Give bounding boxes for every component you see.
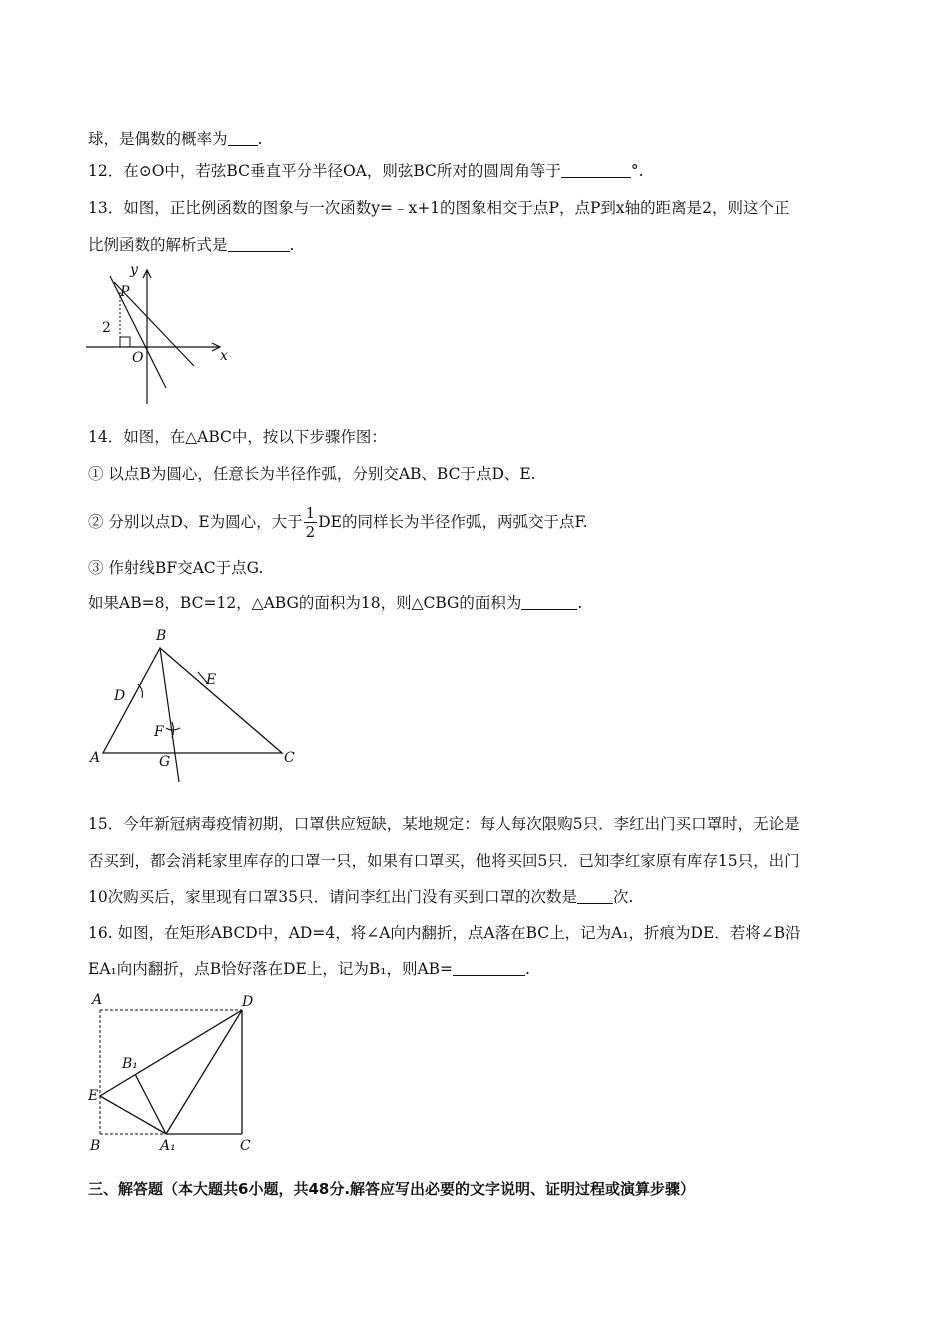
fraction-half: $\frac{1}{2}$ [305,504,316,541]
proportional-line [110,276,166,388]
q16-line1: 16. 如图，在矩形ABCD中，AD=4，将∠A向内翻折，点A落在BC上，记为A₁，折痕为DE．若将∠B沿 [88,924,801,942]
label-d: D [242,994,254,1010]
label-a: A [90,750,101,766]
q16-line2: EA₁向内翻折，点B恰好落在DE上，记为B₁，则AB= . [88,960,530,978]
label-e: E [206,672,217,688]
q14-step2: ② 分别以点D、E为圆心，大于 $\frac{1}{2}$ DE的同样长为半径作弧，两弧交于点F. [88,504,588,541]
answer-blank [228,129,258,146]
label-e: E [88,1088,99,1104]
q14-intro: 14．如图，在△ABC中，按以下步骤作图： [88,428,387,446]
label-o: O [132,350,144,366]
label-x: x [220,348,228,364]
label-c: C [240,1138,251,1154]
label-p: P [120,284,130,300]
q11-line: 球，是偶数的概率为 . [88,130,263,148]
q13-line2: 比例函数的解析式是 . [88,236,295,254]
label-b: B [156,628,167,644]
label-c: C [284,750,295,766]
label-b: B [90,1138,101,1154]
label-a1: A₁ [160,1138,176,1154]
label-f: F [154,724,164,740]
answer-blank [453,959,525,976]
section-heading: 三、解答题（本大题共6小题，共48分.解答应写出必要的文字说明、证明过程或演算步骤） [88,1180,696,1198]
q14-figure [86,624,306,786]
label-y: y [130,262,138,278]
answer-blank [577,887,613,904]
line-ed [100,1010,242,1096]
q16-figure [86,990,276,1156]
label-g: G [159,754,171,770]
q14-question: 如果AB=8，BC=12，△ABG的面积为18，则△CBG的面积为 . [88,594,583,612]
label-b1: B₁ [122,1056,138,1072]
answer-blank [228,235,290,252]
triangle-abc [103,648,282,753]
right-angle-mark [120,337,130,347]
q13-figure [84,262,234,407]
q14-step1: ① 以点B为圆心，任意长为半径作弧，分别交AB、BC于点D、E. [88,465,536,483]
label-two: 2 [102,320,111,336]
q15-line3: 10次购买后，家里现有口罩35只．请问李红出门没有买到口罩的次数是 次. [88,888,634,906]
line-a1d [166,1010,242,1134]
label-a: A [92,992,103,1008]
q15-line1: 15．今年新冠病毒疫情初期，口罩供应短缺，某地规定：每人每次限购5只．李红出门买口罩时，无论是 [88,815,800,833]
answer-blank [521,593,577,610]
answer-blank [561,161,631,178]
q12-line: 12．在⊙O中，若弦BC垂直平分半径OA，则弦BC所对的圆周角等于 °. [88,162,644,180]
label-d: D [114,688,126,704]
q13-line1: 13．如图，正比例函数的图象与一次函数y=﹣x+1的图象相交于点P，点P到x轴的距离是2，则这个正 [88,199,790,217]
q14-step3: ③ 作射线BF交AC于点G. [88,559,264,577]
q15-line2: 否买到，都会消耗家里库存的口罩一只，如果有口罩买，他将买回5只．已知李红家原有库存15只，出门 [88,852,800,870]
